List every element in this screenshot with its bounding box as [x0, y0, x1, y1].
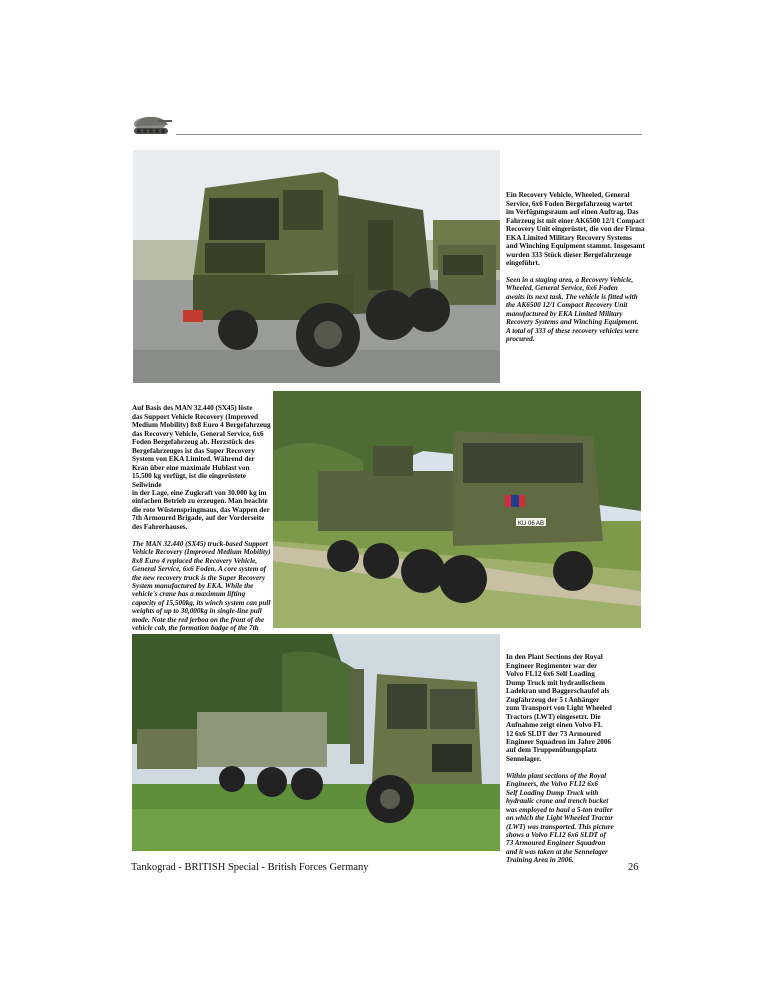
caption-bottom — [506, 645, 646, 873]
caption-middle-english: The MAN 32.440 (SX45) truck-based Support Vehicle Recovery (Improved Medium Mobility) 8x8 Euro 4 replaced the Recovery Vehicle, General Service, 6x6 Foden. A core system of the new recovery truck is the Super Recovery System manufactured by EKA. While the vehicle's crane has a maximum lifting capacity of 15,500kg, its winch system can pull weights of up to 30,000kg in single-line pull mode. Note the red jerboa on the front of the vehicle cab, the formation badge of the 7th — [132, 539, 271, 633]
header-rule — [176, 134, 642, 135]
plate-text-middle: KU 06 AB — [518, 521, 545, 527]
caption-bottom-english: Within plant sections of the Royal Engineers, the Volvo FL12 6x6 Self Loading Dump Truck with hydraulic crane and trench bucket was employed to haul a 5-ton trailer on which the Light Wheeled Tractor (LWT) was transported. This picture shows a Volvo FL12 6x6 SLDT of 73 Armoured Engineer Squadron and it was taken at the Sennelager Training Area in 2006. — [506, 771, 614, 865]
footer-title: Tankograd - BRITISH Special - British Forces Germany — [131, 862, 369, 873]
caption-middle — [132, 396, 272, 650]
photo-man-support-vehicle — [273, 391, 641, 628]
caption-middle-german: Auf Basis des MAN 32.440 (SX45) löste das Support Vehicle Recovery (Improved Medium Mobility) 8x8 Euro 4 Bergefahrzeug das Recovery Vehicle, General Service, 6x6 Foden Bergefahrzeug ab. Herzstück des Bergefahrzeuges ist das Super Recovery System von EKA Limited. Während der Kran über eine maximale Hublast von 15.500 kg verfügt, ist die eingerüstete Seilwinde in der Lage, eine Zugkraft von 30.000 kg im einfachen Betrieb zu erzeugen. Man beachte die rote Wüstenspringmaus, das Wappen der 7th Armoured Brigade, auf der Vorderseite des Fahrerhauses. — [132, 404, 271, 531]
caption-bottom-german: In den Plant Sections der Royal Engineer Regimenter war der Volvo FL12 6x6 Self Loading Dump Truck mit hydraulischem Ladekran und Baggerschaufel als Zugfahrzeug der 5 t Anhänger zum Transport von Light Wheeled Tractors (LWT) eingesetzt. Die Aufnahme zeigt einen Volvo FL 12 6x6 SLDT der 73 Armoured Engineer Squadron im Jahre 2006 auf dem Truppenübungsplatz Sennelager. — [506, 653, 612, 763]
photo-volvo-dump-truck — [132, 634, 500, 851]
caption-top — [506, 183, 646, 352]
page-number: 26 — [628, 862, 639, 873]
caption-top-english: Seen in a staging area, a Recovery Vehicle, Wheeled, General Service, 6x6 Foden awaits its next task. The vehicle is fitted with the AK6500 12/1 Compact Recovery Unit manufactured by EKA Limited Military Recovery Systems and Winching Equipment. A total of 333 of these recovery vehicles were procured. — [506, 275, 639, 344]
tank-logo-icon — [128, 110, 176, 138]
photo-foden-recovery — [133, 150, 500, 383]
caption-top-german: Ein Recovery Vehicle, Wheeled, General Service, 6x6 Foden Bergefahrzeug wartet im Verfügungsraum auf einen Auftrag. Das Fahrzeug ist mit einer AK6500 12/1 Compact Recovery Unit eingerüstet, die von der Firma EKA Limited Military Recovery Systems and Winching Equipment stammt. Insgesamt wurden 333 Stück dieser Bergefahrzeuge eingeführt. — [506, 191, 645, 268]
